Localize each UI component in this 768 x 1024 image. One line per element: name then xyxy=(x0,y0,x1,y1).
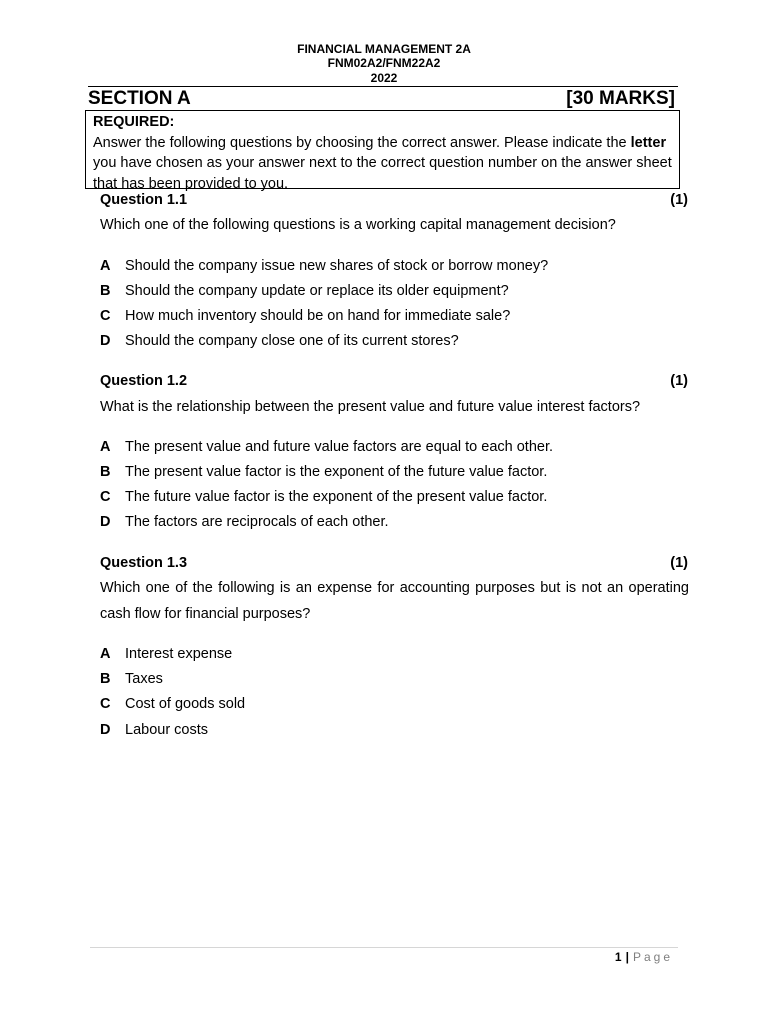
question-title: Question 1.1 xyxy=(100,192,188,208)
page-number-value: 1 xyxy=(614,950,622,964)
answer-option xyxy=(100,332,459,350)
question-title: Question 1.3 xyxy=(100,555,188,571)
answer-option xyxy=(100,463,547,481)
header-divider xyxy=(88,86,678,87)
option-letter: B xyxy=(100,283,111,299)
answer-option xyxy=(100,670,163,688)
answer-option xyxy=(100,438,553,456)
instructions-bold-word: letter xyxy=(630,134,667,151)
option-letter: B xyxy=(100,671,111,687)
option-letter: B xyxy=(100,464,111,480)
page-word: Page xyxy=(632,950,673,964)
question-text: Which one of the following questions is a working capital management decision? xyxy=(100,217,616,233)
option-letter: D xyxy=(100,333,111,349)
option-text: Interest expense xyxy=(125,646,233,662)
answer-option xyxy=(100,257,548,275)
option-text: Should the company update or replace its older equipment? xyxy=(125,283,509,299)
option-letter: D xyxy=(100,514,111,530)
option-text: Cost of goods sold xyxy=(125,696,246,712)
footer-divider xyxy=(90,947,678,948)
option-text: Should the company issue new shares of stock or borrow money? xyxy=(125,258,549,274)
option-text: The present value and future value factors are equal to each other. xyxy=(125,439,554,455)
option-letter: C xyxy=(100,489,111,505)
page-separator: | xyxy=(625,950,629,964)
option-text: Labour costs xyxy=(125,722,209,738)
instructions-text xyxy=(93,135,672,192)
exam-year: 2022 xyxy=(370,71,398,85)
instructions-text-start: Answer the following questions by choosing the correct answer. Please indicate the xyxy=(93,134,631,151)
option-text: Taxes xyxy=(125,671,163,687)
option-text: Should the company close one of its current stores? xyxy=(125,333,459,349)
option-letter: D xyxy=(100,722,111,738)
answer-option xyxy=(100,307,510,325)
option-letter: A xyxy=(100,646,111,662)
question-marks: (1) xyxy=(670,555,688,571)
option-letter: A xyxy=(100,439,111,455)
option-text: The present value factor is the exponent of the future value factor. xyxy=(125,464,548,480)
question-title: Question 1.2 xyxy=(100,373,188,389)
option-letter: C xyxy=(100,308,111,324)
page-number xyxy=(615,950,673,964)
course-title: FINANCIAL MANAGEMENT 2A xyxy=(297,42,471,56)
instructions-text-end: you have chosen as your answer next to the correct question number on the answer sheet that has been provided to you. xyxy=(93,155,672,192)
answer-option xyxy=(100,513,389,531)
question-text: What is the relationship between the present value and future value interest factors? xyxy=(100,399,641,415)
required-label: REQUIRED: xyxy=(93,114,175,130)
answer-option xyxy=(100,282,509,300)
section-marks: [30 MARKS] xyxy=(566,88,675,109)
option-letter: A xyxy=(100,258,111,274)
option-text: How much inventory should be on hand for immediate sale? xyxy=(125,308,511,324)
option-letter: C xyxy=(100,696,111,712)
answer-option xyxy=(100,695,245,713)
option-text: The factors are reciprocals of each other. xyxy=(125,514,389,530)
answer-option xyxy=(100,645,232,663)
answer-option xyxy=(100,721,208,739)
option-text: The future value factor is the exponent of the present value factor. xyxy=(125,489,548,505)
question-marks: (1) xyxy=(670,373,688,389)
question-text: Which one of the following is an expense for accounting purposes but is not an operating cash flow for financial purposes? xyxy=(100,580,689,622)
answer-option xyxy=(100,488,547,506)
question-marks: (1) xyxy=(670,192,688,208)
course-code: FNM02A2/FNM22A2 xyxy=(327,56,441,70)
instructions-box xyxy=(85,110,680,192)
section-title: SECTION A xyxy=(88,88,191,109)
